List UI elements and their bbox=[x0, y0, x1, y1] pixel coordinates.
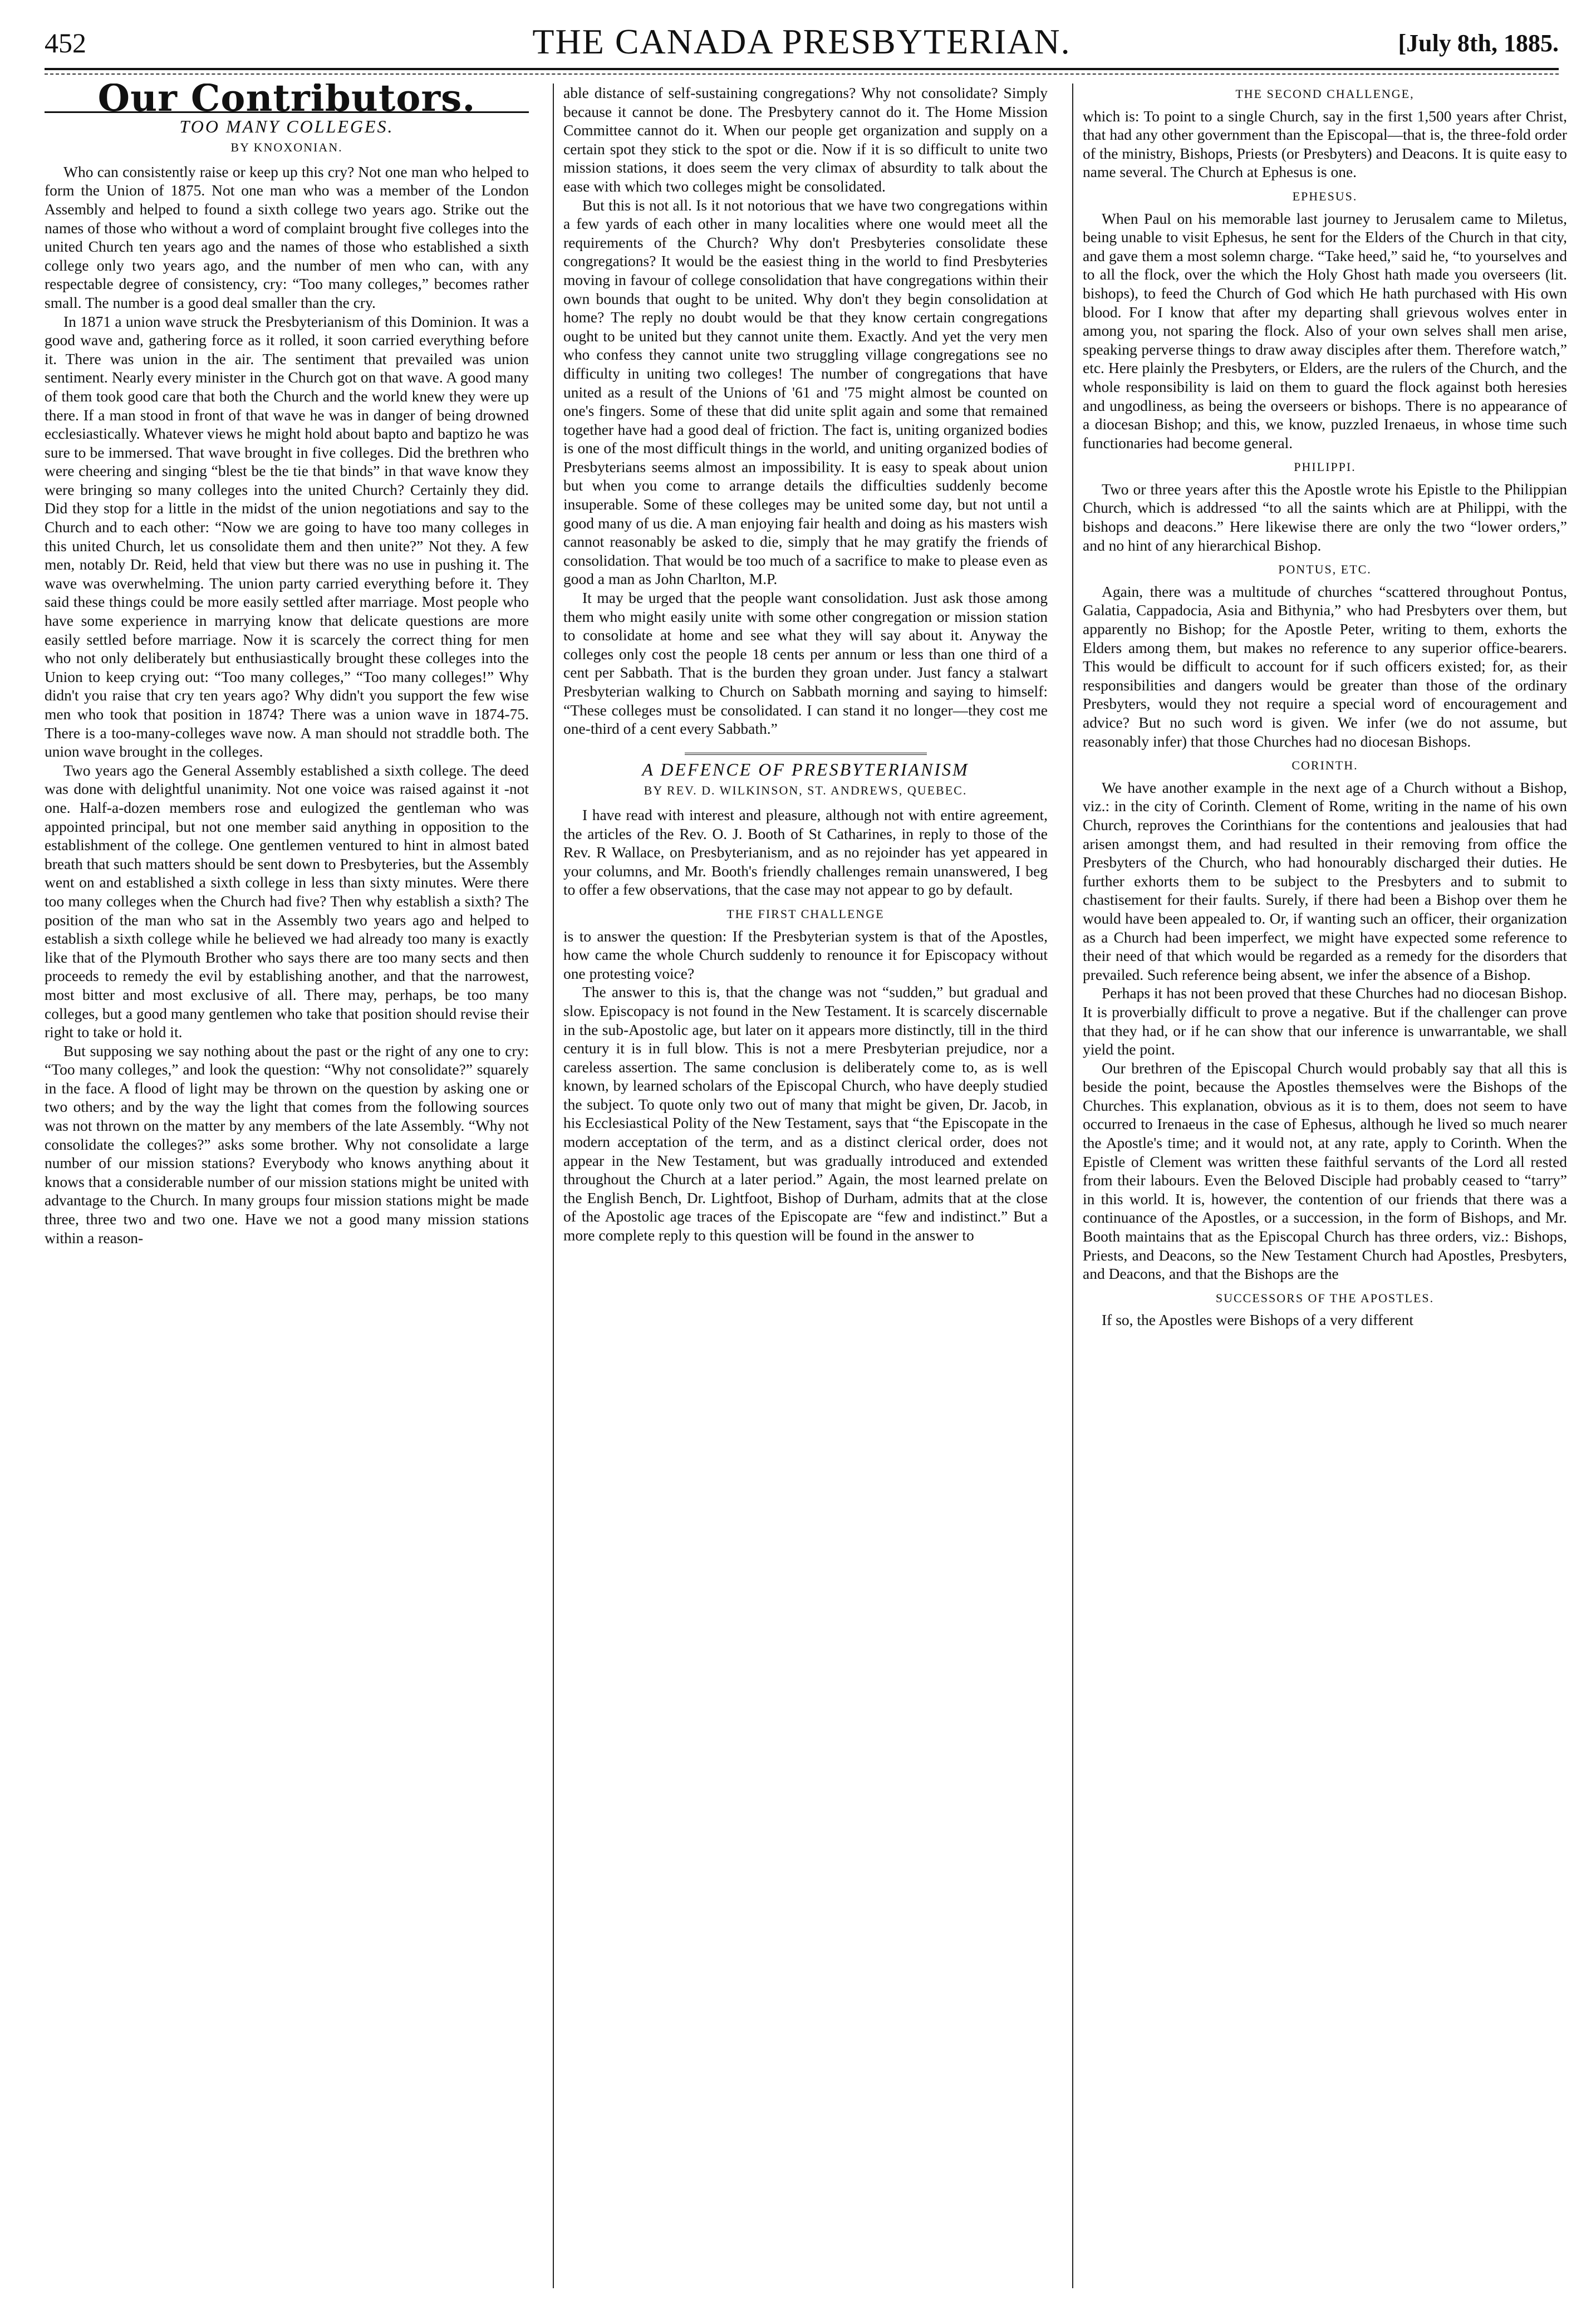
subheading: THE FIRST CHALLENGE bbox=[726, 906, 885, 921]
paragraph: which is: To point to a single Church, say in the first 1,500 years after Christ, that had any other government than the Episcopal—that is, the three-fold order of the ministry, Bishops, Priests (or Presbyters) and Deacons. It is quite easy to name several. The Church at Ephesus is one. bbox=[1083, 107, 1567, 181]
column-1 bbox=[45, 84, 529, 2288]
article-title: A DEFENCE OF PRESBYTERIANISM bbox=[642, 759, 969, 779]
paragraph: is to answer the question: If the Presbyterian system is that of the Apostles, how came the whole Church suddenly to renounce it for Episcopacy without one protesting voice? bbox=[563, 927, 1048, 982]
paragraph: We have another example in the next age of a Church without a Bishop, viz.: in the city of Corinth. Clement of Rome, writing in the name of his own Church, reproves the Corinthians for the contentions and jealousies that had arisen amongst them, and had resulted in their removing from office the Presbyters of the Church, who had honourably discharged their duties. He further exhorts them to be subject to the Presbyters and to submit to chastisement for their faults. Surely, if there had been a Bishop over them he would have been appealed to. Or, if wanting such an officer, their organization as a Church had been imperfect, we might have expected some reference to their need of that which would be regarded as a remedy for the disorders that prevailed. Such reference being absent, we infer the absence of a Bishop. bbox=[1083, 778, 1567, 983]
paragraph: But supposing we say nothing about the past or the right of any one to cry: “Too many colleges,” and look the question: “Why not consolidate?” squarely in the face. A flood of light may be thrown on the question by asking one or two others; and by the way the light that comes from the following sources was not thrown on the matter by any members of the late Assembly. “Why not consolidate the colleges?” asks some brother. Why not consolidate a large number of our mission stations? Everybody who knows anything about it knows that a considerable number of our mission stations might be united with advantage to the Church. In many groups four mission stations might be made three, three two and two one. Have we not a good many mission stations within a reason- bbox=[45, 1042, 529, 1247]
article-title: TOO MANY COLLEGES. bbox=[179, 116, 394, 136]
article-byline: BY KNOXONIAN. bbox=[230, 140, 343, 155]
paragraph: Again, there was a multitude of churches “scattered throughout Pontus, Galatia, Cappadocia, Asia and Bithynia,” who had Presbyters over them, but apparently no Bishop; for the Apostle Peter, writing to them, exhorts the Elders among them, but makes no reference to any superior office-bearers. This would be difficult to account for if such officers existed; for, as their responsibilities and dangers would be greater than those of the ordinary Presbyters, would they not require a special word of encouragement and advice? But no such word is given. We infer (we do not assume, but reasonably infer) that those Churches had no diocesan Bishops. bbox=[1083, 582, 1567, 750]
issue-date: [July 8th, 1885. bbox=[1398, 30, 1559, 57]
paragraph: But this is not all. Is it not notorious that we have two congregations within a few yards of each other in many localities where one would meet all the requirements of the Church? Why don't Presbyteries consolidate these congregations? It would be the easiest thing in the world to find Presbyteries moving in favour of college consolidation that have congregations within their own bounds that ought to be united. Why don't they begin consolidation at home? The reply no doubt would be that they know certain congregations ought to be united but they cannot unite them. Exactly. And yet the very men who confess they cannot unite two struggling village congregations see no difficulty in uniting two colleges! The number of congregations that have united as a result of the Unions of '61 and '75 might almost be counted on one's fingers. Some of these that did unite split again and some that remained together have had a good deal of friction. The fact is, uniting organized bodies is one of the most difficult things in the world, and uniting organized bodies of Presbyterians seems almost an impossibility. It is easy to speak about union but when you come to arrange details the difficulties suddenly become insuperable. Some of these colleges may be united some day, but not until a good many of us die. A man enjoying fair health and doing as his masters wish cannot reasonably be asked to die, simply that he may gratify the friends of consolidation. That would be too much of a sacrifice to make to please even as good a man as John Charlton, M.P. bbox=[563, 196, 1048, 588]
masthead-rule bbox=[45, 68, 1559, 70]
column-separator bbox=[553, 84, 554, 2288]
masthead bbox=[45, 17, 1559, 67]
paragraph: When Paul on his memorable last journey to Jerusalem came to Miletus, being unable to visit Ephesus, he sent for the Elders of the Church in that city, and gave them a most solemn charge. “Take heed,” said he, “to yourselves and to all the flock, over the which the Holy Ghost hath made you overseers (lit. bishops), to feed the Church of God which He hath purchased with His own blood. For I know that after my departing shall grievous wolves enter in among you, not sparing the flock. Also of your own selves shall men arise, speaking perverse things to draw away disciples after them. Therefore watch,” etc. Here plainly the Presbyters, or Elders, are the rulers of the Church, and the whole responsibility is laid on them to guard the flock against both heresies and ungodliness, as being the overseers or bishops. There is no appearance of a diocesan Bishop; and this, we know, puzzled Irenaeus, in whose time such functionaries had become general. bbox=[1083, 209, 1567, 452]
article-divider bbox=[685, 753, 927, 755]
paragraph: Our brethren of the Episcopal Church would probably say that all this is beside the point, because the Apostles themselves were the Bishops of the Churches. This explanation, obvious as it is to them, does not seem to have occurred to Irenaeus in the case of Ephesus, although he lived so much nearer the Apostle's time; and it would not, at any rate, apply to Corinth. When the Epistle of Clement was written these faithful servants of the Lord all rested from their labours. Even the Beloved Disciple had probably ceased to “tarry” in this world. It is, however, the contention of our friends that there was a continuance of the Apostles, or a succession, in the form of Bishops, and Mr. Booth maintains that as the Episcopal Church has three orders, viz.: Bishops, Priests, and Deacons, so the New Testament Church had Apostles, Presbyters, and Deacons, and that the Bishops are the bbox=[1083, 1059, 1567, 1283]
paragraph: I have read with interest and pleasure, although not with entire agreement, the articles of the Rev. O. J. Booth of St Catharines, in reply to those of the Rev. R Wallace, on Presbyterianism, and as no rejoinder has yet appeared in your columns, and Mr. Booth's friendly challenges remain unanswered, I beg to offer a few observations, that the case may not appear to go by default. bbox=[563, 806, 1048, 899]
subheading: PHILIPPI. bbox=[1294, 460, 1356, 474]
article-byline: BY REV. D. WILKINSON, ST. ANDREWS, QUEBEC. bbox=[644, 783, 968, 798]
page-number: 452 bbox=[45, 27, 86, 58]
paragraph: Two years ago the General Assembly established a sixth college. The deed was done with delightful unanimity. Not one voice was raised against it -not one. Half-a-dozen members rose and eulogized the gentleman who was appointed principal, but not one member said anything in opposition to the establishment of the college. One gentlemen ventured to hint in almost bated breath that such matters should be sent down to Presbyteries, but the Assembly went on and established a sixth college in less than sixty minutes. Were there too many colleges when the Church had five? Then why establish a sixth? The position of the man who sat in the Assembly two years ago and helped to establish a sixth college while he believed we had already too many is exactly like that of the Plymouth Brother who says there are too many sects and then proceeds to remedy the evil by establishing another, and that the narrowest, most bitter and most exclusive of all. There may, perhaps, be too many colleges, but a good many gentlemen who take that position should revise their right to take or hold it. bbox=[45, 761, 529, 1041]
paragraph: The answer to this is, that the change was not “sudden,” but gradual and slow. Episcopacy is not found in the New Testament. It is scarcely discernable in the sub-Apostolic age, but later on it appears more distinctly, till in the third century it is in full blow. This is not a mere Presbyterian prejudice, nor a careless assertion. The same conclusion is deliberately come to, as is well known, by learned scholars of the Episcopal Church, who have deeply studied the subject. To quote only two out of many that might be given, Dr. Jacob, in his Ecclesiastical Polity of the New Testament, says that “the Episcopate in the modern acceptation of the term, and as a distinct clerical order, does not appear in the New Testament, but was gradually introduced and extended throughout the Church at a later period.” Again, the most learned prelate on the English Bench, Dr. Lightfoot, Bishop of Durham, admits that at the close of the Apostolic age traces of the Episcopate are “few and indistinct.” But a more complete reply to this question will be found in the answer to bbox=[563, 983, 1048, 1244]
paragraph: It may be urged that the people want consolidation. Just ask those among them who might easily unite with some other congregation or mission station to consolidate at home and see what they will say about it. Anyway the colleges only cost the people 18 cents per annum or less than one third of a cent per Sabbath. That is the burden they groan under. Just fancy a stalwart Presbyterian walking to Church on Sabbath morning and saying to himself: “These colleges must be consolidated. I can stand it no longer—they cost me one-third of a cent every Sabbath.” bbox=[563, 589, 1048, 738]
column-2 bbox=[563, 84, 1048, 2288]
masthead-rule-dashed bbox=[45, 73, 1559, 75]
paragraph: In 1871 a union wave struck the Presbyterianism of this Dominion. It was a good wave and, gathering force as it rolled, it soon carried everything before it. There was union in the air. The sentiment that prevailed was union sentiment. Nearly every minister in the Church got on that wave. A good many of them took good care that both the Church and the world knew they were up there. If a man stood in front of that wave he was in danger of being drowned ecclesiastically. Whatever views he might hold about bapto and baptizo he was sure to be immersed. That wave brought in five colleges. Did the brethren who were cheering and singing “blest be the tie that binds” in that wave know they were bringing so many colleges into the united Church? Certainly they did. Did they stop for a little in the midst of the union negotiations and say to the Church and to each other: “Now we are going to have too many colleges in this united Church, let us consolidate them and then unite?” Not they. A few men, notably Dr. Reid, held that view but there was no use in pushing it. The wave was overwhelming. The union party carried everything before it. They said these things could be more easily settled after marriage. Most people who have some experience in marrying know that delicate questions are more easily settled before marriage. Now it is scarcely the correct thing for men who not only deliberately but enthusiastically brought these colleges into the Union to keep crying out: “Too many colleges,” “Too many colleges!” Why didn't you raise that cry ten years ago? Why didn't you support the few wise men who took that position in 1874? There was a union wave in 1874-75. There is a too-many-colleges wave now. A man should not straddle both. The union wave brought in the colleges. bbox=[45, 312, 529, 761]
subheading: THE SECOND CHALLENGE, bbox=[1235, 87, 1415, 101]
column-3 bbox=[1083, 84, 1567, 2288]
paragraph: able distance of self-sustaining congregations? Why not consolidate? Simply because it cannot be done. The Presbytery cannot do it. The Home Mission Committee cannot do it. When our people get organization and supply on a certain spot they stick to the spot or die. Now if it is so difficult to unite two mission stations, it does seem the very climax of absurdity to talk about the ease with which two colleges might be consolidated. bbox=[563, 84, 1048, 195]
subheading: PONTUS, ETC. bbox=[1278, 562, 1372, 577]
section-title: Our Contributors. bbox=[97, 84, 476, 120]
column-separator bbox=[1072, 84, 1073, 2288]
newspaper-title: THE CANADA PRESBYTERIAN. bbox=[532, 22, 1071, 61]
paragraph: Two or three years after this the Apostle wrote his Epistle to the Philippian Church, which is addressed “to all the saints which are at Philippi, with the bishops and deacons.” Here likewise there are only the two “lower orders,” and no hint of any hierarchical Bishop. bbox=[1083, 480, 1567, 554]
paragraph: Who can consistently raise or keep up this cry? Not one man who helped to form the Union of 1875. Not one man who was a member of the London Assembly and helped to found a sixth college two years ago. Strike out the names of those who without a word of complaint brought five colleges into the united Church ten years ago and the names of those who established a sixth college only two years ago, and the number of men who can, with any respectable degree of consistency, cry: “Too many colleges,” becomes rather small. The number is a good deal smaller than the cry. bbox=[45, 163, 529, 311]
paragraph: If so, the Apostles were Bishops of a very different bbox=[1102, 1311, 1414, 1329]
subheading: EPHESUS. bbox=[1292, 189, 1358, 203]
paragraph: Perhaps it has not been proved that these Churches had no diocesan Bishop. It is proverbially difficult to prove a negative. But if the challenger can prove that they had, or if he can show that our inference is unwarrantable, we shall yield the point. bbox=[1083, 984, 1567, 1058]
subheading: SUCCESSORS OF THE APOSTLES. bbox=[1215, 1291, 1435, 1305]
subheading: CORINTH. bbox=[1291, 758, 1358, 773]
